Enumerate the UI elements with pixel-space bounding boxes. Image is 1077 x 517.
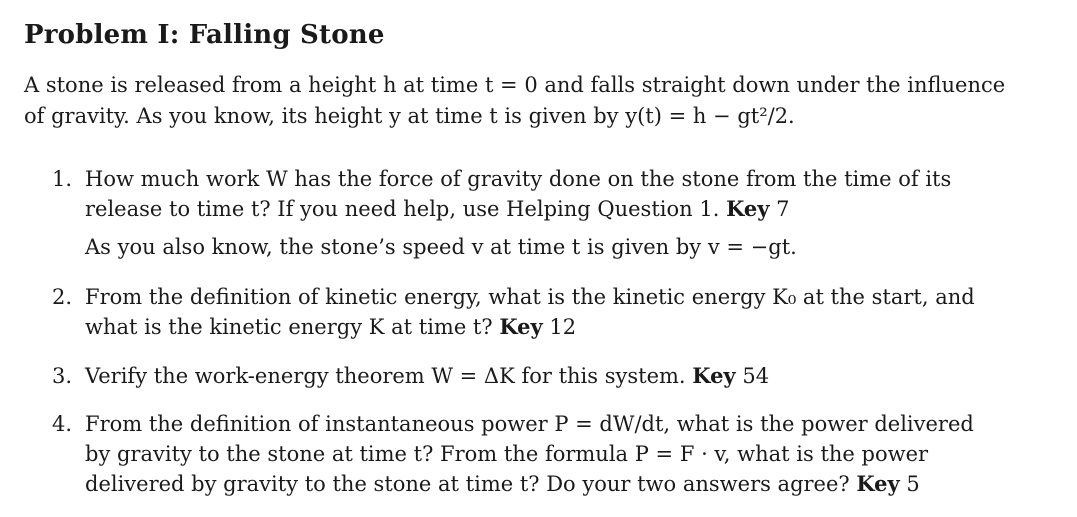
key-label: Key xyxy=(692,363,736,388)
key-value: 5 xyxy=(906,472,920,496)
question-1 xyxy=(52,164,1012,224)
speed-note: As you also know, the stone’s speed v at time t is given by v = −gt. xyxy=(85,235,797,259)
question-line: How much work W has the force of gravity done on the stone from the time of its xyxy=(85,167,952,191)
intro-paragraph xyxy=(24,70,1024,132)
question-3 xyxy=(52,361,1012,391)
key-label: Key xyxy=(856,471,900,496)
problem-title: Problem I: Falling Stone xyxy=(24,20,385,50)
question-number: 2. xyxy=(52,285,73,309)
key-value: 7 xyxy=(776,197,790,221)
intro-line-1: A stone is released from a height h at time t = 0 and falls straight down under the influence xyxy=(24,73,1006,97)
question-line: release to time t? If you need help, use Helping Question 1. Key 7 xyxy=(85,196,790,221)
key-value: 12 xyxy=(549,315,577,339)
question-line: Verify the work-energy theorem W = ΔK for this system. Key 54 xyxy=(85,363,770,388)
intro-line-2: of gravity. As you know, its height y at time t is given by y(t) = h − gt²/2. xyxy=(24,104,795,128)
question-line: delivered by gravity to the stone at time t? Do your two answers agree? Key 5 xyxy=(85,471,920,496)
question-line: From the definition of instantaneous power P = dW/dt, what is the power delivered xyxy=(85,412,974,436)
question-4 xyxy=(52,409,1012,499)
key-value: 54 xyxy=(742,364,770,388)
question-line: what is the kinetic energy K at time t? Key 12 xyxy=(85,314,577,339)
question-line: From the definition of kinetic energy, what is the kinetic energy K₀ at the start, and xyxy=(85,285,975,309)
key-label: Key xyxy=(499,314,543,339)
question-number: 3. xyxy=(52,364,73,388)
question-number: 1. xyxy=(52,167,73,191)
key-label: Key xyxy=(726,196,770,221)
question-number: 4. xyxy=(52,412,73,436)
question-line: by gravity to the stone at time t? From the formula P = F · v, what is the power xyxy=(85,442,929,466)
question-2 xyxy=(52,282,1012,342)
